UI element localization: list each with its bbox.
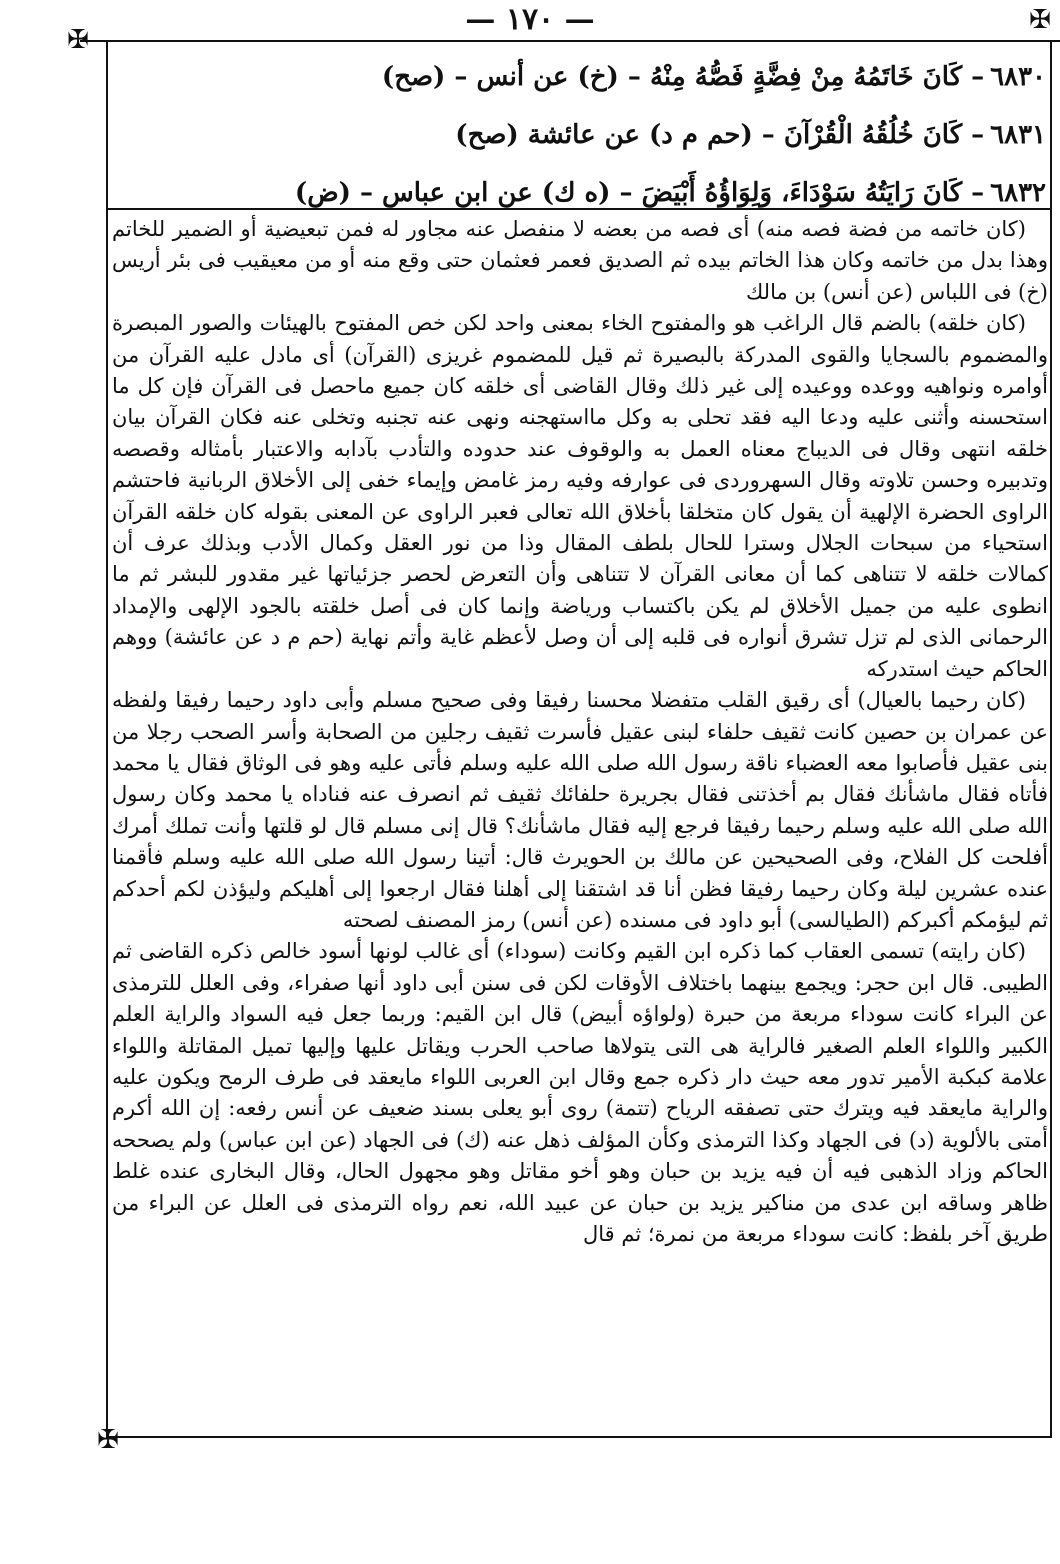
- hadith-number: ٦٨٣٠: [990, 62, 1046, 92]
- hadith-text: – كَانَ خَاتَمُهُ مِنْ فِضَّةٍ فَصُّهُ مِنْهُ – (خ) عن أنس – (صح): [381, 62, 985, 92]
- hadith-text: – كَانَ خُلُقُهُ الْقُرْآنَ – (حم م د) عن عائشة (صح): [455, 120, 985, 150]
- commentary-paragraph: (كان خاتمه من فضة فصه منه) أى فصه من بعضه لا منفصل عنه مجاور له فمن تبعيضية أو الضمير للخاتم وهذا بدل من خاتمه وكان هذا الخاتم بيده ثم الصديق فعمر فعثمان حتى وقع منه أو من معيقيب فى بئر أريس (خ) فى اللباس (عن أنس) بن مالك: [112, 217, 1048, 304]
- hadith-line: [350, 106, 1046, 164]
- ornament-top-left-icon: ✠: [67, 25, 89, 55]
- commentary-paragraph: (كان خلقه) بالضم قال الراغب هو والمفتوح الخاء بمعنى واحد لكن خص المفتوح بالهيئات والصور المبصرة والمضموم بالسجايا والقوى المدركة بالبصيرة ثم قيل للمضموم غريزى (القرآن) أى مادل عليه القرآن من أوامره ونواهيه ووعده ووعيده إلى غير ذلك وقال القاضى أى خلقه كان جميع ماحصل فى القرآن فإن كل ما استحسنه وأثنى عليه ودعا اليه فقد تحلى به وكل مااستهجنه ونهى عنه تجنبه وتخلى عنه فكان القرآن بيان خلقه انتهى وقال فى الديباج معناه العمل به والوقوف عند حدوده والتأدب بآدابه والاعتبار بأمثاله وقصصه وتدبيره وحسن تلاوته وقال السهروردى فى عوارفه وفيه رمز غامض وإيماء خفى إلى الأخلاق الربانية فاحتشم الراوى الحضرة الإلهية أن يقول كان متخلقا بأخلاق الله تعالى فعبر الراوى عن المعنى بقوله كان خلقه القرآن استحياء من سبحات الجلال وسترا للحال بلطف المقال وذا من نور العقل وكمال الأدب وبذلك عرف أن كمالات خلقه لا تتناهى كما أن معانى القرآن لا تتناهى وأن التعرض لحصر جزئياتها غير مقدور للبشر ثم ما انطوى عليه من جميل الأخلاق لم يكن باكتساب ورياضة وإنما كان فى أصل خلقته بالجود الإلهى والإمداد الرحمانى الذى لم تزل تشرق أنواره فى قلبه إلى أن وصل لأعظم غاية وأتم نهاية (حم م د عن عائشة) ووهم الحاكم حيث استدركه: [112, 311, 1048, 681]
- hadith-number: ٦٨٣١: [990, 120, 1046, 150]
- ornament-top-right-icon: ✠: [1029, 5, 1051, 35]
- commentary-paragraph: (كان رحيما بالعيال) أى رقيق القلب متفضلا محسنا رفيقا وفى صحيح مسلم وأبى داود رحيما رفيقا ولفظه عن عمران بن حصين كانت ثقيف حلفاء لبنى عقيل فأسرت ثقيف رجلين من الصحابة وأسر الصحب رجلا من بنى عقيل فأصابوا معه العضباء ناقة رسول الله صلى الله عليه وسلم فأتى عليه وهو فى الوثاق فقال يا محمد فأتاه فقال ماشأنك فقال بم أخذتنى فقال بجريرة حلفائك ثقيف ثم انصرف عنه فناداه يا محمد وكان رسول الله صلى الله عليه وسلم رحيما رفيقا فرجع إليه فقال ماشأنك؟ قال إنى مسلم قال لو قلتها وأنت تملك أمرك أفلحت كل الفلاح، وفى الصحيحين عن مالك بن الحويرث قال: أتينا رسول الله صلى الله عليه وسلم فأقمنا عنده عشرين ليلة وكان رحيما رفيقا فظن أنا قد اشتقنا إلى أهلنا فقال ارجعوا إلى أهليكم وليؤذن لكم أحدكم ثم ليؤمكم أكبركم (الطيالسى) أبو داود فى مسنده (عن أنس) رمز المصنف لصحته: [112, 688, 1048, 932]
- hadith-block: [294, 48, 1046, 222]
- hadith-text: – كَانَ رَايَتُهُ سَوْدَاءَ، وَلِوَاؤُهُ أَبْيَضَ – (ه ك) عن ابن عباس – (ض): [294, 178, 985, 208]
- section-divider: [106, 208, 1052, 210]
- commentary-paragraph: (كان رايته) تسمى العقاب كما ذكره ابن القيم وكانت (سوداء) أى غالب لونها أسود خالص ذكره القاضى ثم الطيبى. قال ابن حجر: ويجمع بينهما باختلاف الأوقات لكن فى سنن أبى داود أنها صفراء، وفى العلل للترمذى عن البراء كانت سوداء مربعة من حبرة (ولواؤه أبيض) قال ابن القيم: وربما جعل فيه السواد والراية العلم الكبير واللواء العلم الصغير فالراية هى التى يتولاها صاحب الحرب ويقاتل عليها وإليها تميل المقاتلة واللواء علامة كبكبة الأمير تدور معه حيث دار ذكره جمع وقال ابن العربى اللواء مايعقد فى طرف الرمح ويكون عليه والراية مايعقد فيه ويترك حتى تصفقه الرياح (تتمة) روى أبو يعلى بسند ضعيف عن أنس رفعه: إن الله أكرم أمتى بالألوية (د) فى الجهاد وكذا الترمذى وكأن المؤلف ذهل عنه (ك) فى الجهاد (عن ابن عباس) ولم يصححه الحاكم وزاد الذهبى فيه أن فيه يزيد بن حبان وهو أخو مقاتل وهو مجهول الحال، وقال البخارى عنده غلط ظاهر وساقه ابن عدى من مناكير يزيد بن حبان عن عبيد الله، نعم رواه الترمذى فى العلل عن البراء من طريق آخر بلفظ: كانت سوداء مربعة من نمرة؛ ثم قال: [112, 939, 1048, 1246]
- hadith-number: ٦٨٣٢: [990, 178, 1046, 208]
- hadith-line: [350, 48, 1046, 106]
- frame-top-line: [80, 40, 1060, 42]
- page-number: — ١٧٠ —: [465, 2, 595, 37]
- ornament-bottom-left-icon: ✠: [97, 1425, 119, 1455]
- commentary: [112, 214, 1048, 1430]
